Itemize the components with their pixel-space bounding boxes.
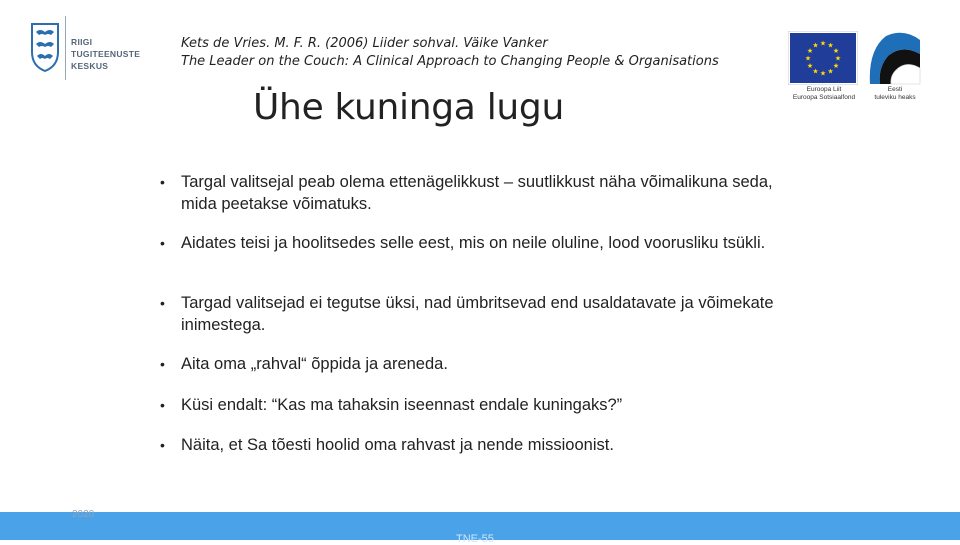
rtk-logo <box>30 22 160 82</box>
estonia-caption <box>864 86 926 102</box>
footer-year: 2020 <box>72 509 95 520</box>
list-item <box>160 232 765 254</box>
eu-flag-icon <box>788 31 858 85</box>
bullet-text: Näita, et Sa tõesti hoolid oma rahvast ja nende missioonist. <box>181 436 614 454</box>
eu-star-icon: ★ <box>804 54 812 63</box>
citation-line-1: Kets de Vries. M. F. R. (2006) Liider sohval. Väike Vanker <box>181 36 548 51</box>
eu-caption-line-2: Euroopa Sotsiaalfond <box>792 94 856 101</box>
list-item <box>160 171 800 215</box>
list-item <box>160 292 800 336</box>
bullet-icon: • <box>160 174 165 190</box>
eu-star-icon: ★ <box>832 62 840 70</box>
logo-divider <box>65 16 66 80</box>
list-item <box>160 434 614 456</box>
eu-star-icon: ★ <box>827 67 834 76</box>
list-item <box>160 394 622 416</box>
bullet-icon: • <box>160 397 165 413</box>
eu-star-icon: ★ <box>819 39 827 48</box>
eu-star-icon: ★ <box>832 47 840 55</box>
eu-star-icon: ★ <box>827 41 834 50</box>
eu-star-icon: ★ <box>819 69 827 78</box>
slide-title: Ühe kuninga lugu <box>253 87 564 128</box>
bullet-text: Aidates teisi ja hoolitsedes selle eest, mis on neile oluline, lood voorusliku tsükli. <box>181 234 766 252</box>
estonia-caption-line-2: tuleviku heaks <box>874 94 916 101</box>
list-item <box>160 353 448 375</box>
eu-caption-line-1: Euroopa Liit <box>806 86 842 93</box>
bullet-text: Aita oma „rahval“ õppida ja areneda. <box>181 355 448 373</box>
estonia-caption-line-1: Eesti <box>887 86 903 93</box>
bullet-text: Küsi endalt: “Kas ma tahaksin iseennast endale kuningaks?” <box>181 396 623 414</box>
bullet-icon: • <box>160 235 165 251</box>
citation <box>181 35 781 71</box>
eu-star-icon: ★ <box>812 67 819 76</box>
estonia-logo-icon <box>864 30 924 86</box>
bullet-icon: • <box>160 295 165 311</box>
eu-star-icon: ★ <box>806 47 814 55</box>
bullet-text: Targad valitsejad ei tegutse üksi, nad ümbritsevad end usaldatavate ja võimekate inimestega. <box>181 294 774 334</box>
footer-text: TNE-55 <box>456 533 494 545</box>
organization-name: RIIGI TUGITEENUSTE KESKUS <box>71 37 141 71</box>
bullet-text: Targal valitsejal peab olema ettenägelikkust – suutlikkust näha võimalikuna seda, mida peetakse võimatuks. <box>181 173 773 213</box>
coat-of-arms-icon <box>30 22 60 72</box>
citation-line-2: The Leader on the Couch: A Clinical Approach to Changing People & Organisations <box>181 54 719 69</box>
eu-star-icon: ★ <box>806 62 814 70</box>
eu-star-icon: ★ <box>834 54 842 63</box>
bullet-icon: • <box>160 437 165 453</box>
eu-star-icon: ★ <box>812 41 819 50</box>
bullet-icon: • <box>160 356 165 372</box>
eu-caption <box>786 86 862 102</box>
